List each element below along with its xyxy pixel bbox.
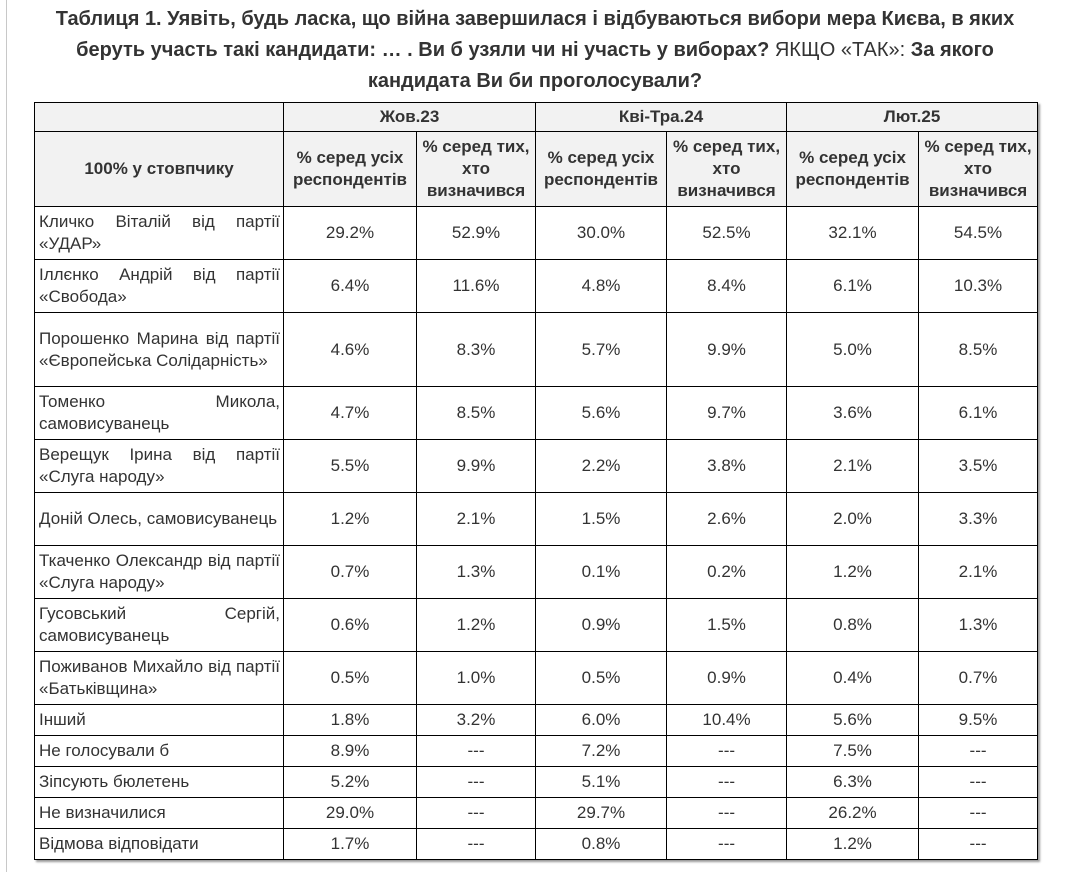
table-row [35, 546, 1038, 599]
candidate-name-cell: Відмова відповідати [35, 829, 284, 860]
value-cell: 5.6% [536, 387, 667, 440]
table-row [35, 313, 1038, 387]
table-row [35, 767, 1038, 798]
value-cell: 2.1% [787, 440, 919, 493]
candidate-name-cell: Доній Олесь, самовисуванець [35, 493, 284, 546]
page-left-border [6, 0, 7, 872]
table-row [35, 440, 1038, 493]
value-cell: 0.8% [787, 599, 919, 652]
value-cell: 2.1% [919, 546, 1038, 599]
value-cell: 4.8% [536, 260, 667, 313]
caption-question: Таблиця 1. Уявіть, будь ласка, що війна завершилася і відбуваються вибори мера Києва, в яких беруть участь такі кандидати: … . Ви б узяли чи ні участь у виборах? [55, 8, 1015, 61]
value-cell: 11.6% [417, 260, 536, 313]
value-cell: 1.5% [667, 599, 787, 652]
caption-condition: ЯКЩО «ТАК»: [774, 39, 906, 61]
value-cell: 26.2% [787, 798, 919, 829]
value-cell: --- [667, 767, 787, 798]
corner-cell [35, 103, 284, 132]
subcolumn-header: % серед усіх респондентів [536, 132, 667, 207]
value-cell: 0.7% [284, 546, 417, 599]
value-cell: 1.2% [417, 599, 536, 652]
candidate-name-cell: Томенко Микола, самовисуванець [35, 387, 284, 440]
period-header-row [35, 103, 1038, 132]
value-cell: 1.8% [284, 705, 417, 736]
value-cell: 2.2% [536, 440, 667, 493]
candidate-name-cell: Поживанов Михайло від партії «Батьківщина» [35, 652, 284, 705]
value-cell: 0.5% [284, 652, 417, 705]
table-caption [34, 4, 1036, 97]
value-cell: --- [667, 798, 787, 829]
subcolumn-header: % серед тих, хто визначився [417, 132, 536, 207]
candidate-name-cell: Ткаченко Олександр від партії «Слуга народу» [35, 546, 284, 599]
value-cell: 1.2% [787, 546, 919, 599]
table-row [35, 652, 1038, 705]
value-cell: 3.2% [417, 705, 536, 736]
value-cell: 5.1% [536, 767, 667, 798]
candidate-name-cell: Не визначилися [35, 798, 284, 829]
value-cell: 3.8% [667, 440, 787, 493]
subcolumn-header: % серед тих, хто визначився [667, 132, 787, 207]
table-row [35, 798, 1038, 829]
table-row [35, 260, 1038, 313]
subcolumn-header-row [35, 132, 1038, 207]
value-cell: 5.5% [284, 440, 417, 493]
value-cell: 6.0% [536, 705, 667, 736]
value-cell: 1.5% [536, 493, 667, 546]
value-cell: 9.9% [417, 440, 536, 493]
value-cell: 0.6% [284, 599, 417, 652]
value-cell: 5.6% [787, 705, 919, 736]
value-cell: 10.4% [667, 705, 787, 736]
value-cell: 3.6% [787, 387, 919, 440]
value-cell: 9.7% [667, 387, 787, 440]
value-cell: 7.5% [787, 736, 919, 767]
value-cell: 1.2% [787, 829, 919, 860]
table-row [35, 736, 1038, 767]
value-cell: 8.3% [417, 313, 536, 387]
value-cell: 3.3% [919, 493, 1038, 546]
value-cell: 4.6% [284, 313, 417, 387]
candidate-name-cell: Інший [35, 705, 284, 736]
table-row [35, 207, 1038, 260]
value-cell: 5.2% [284, 767, 417, 798]
value-cell: --- [417, 829, 536, 860]
value-cell: 1.7% [284, 829, 417, 860]
value-cell: --- [417, 798, 536, 829]
candidate-name-cell: Іллєнко Андрій від партії «Свобода» [35, 260, 284, 313]
value-cell: 1.2% [284, 493, 417, 546]
value-cell: --- [919, 829, 1038, 860]
value-cell: 0.5% [536, 652, 667, 705]
value-cell: --- [667, 736, 787, 767]
value-cell: 0.2% [667, 546, 787, 599]
value-cell: 30.0% [536, 207, 667, 260]
candidate-name-cell: Не голосували б [35, 736, 284, 767]
results-table [34, 102, 1038, 860]
table-row [35, 829, 1038, 860]
candidate-name-cell: Порошенко Марина від партії «Європейська Солідарність» [35, 313, 284, 387]
subcolumn-header: % серед усіх респондентів [284, 132, 417, 207]
value-cell: 29.2% [284, 207, 417, 260]
table-row [35, 599, 1038, 652]
candidate-name-cell: Зіпсують бюлетень [35, 767, 284, 798]
row-header: 100% у стовпчику [35, 132, 284, 207]
value-cell: 54.5% [919, 207, 1038, 260]
table-row [35, 387, 1038, 440]
candidate-name-cell: Гусовський Сергій, самовисуванець [35, 599, 284, 652]
value-cell: --- [667, 829, 787, 860]
value-cell: --- [919, 767, 1038, 798]
value-cell: 4.7% [284, 387, 417, 440]
value-cell: 8.5% [417, 387, 536, 440]
value-cell: 3.5% [919, 440, 1038, 493]
subcolumn-header: % серед тих, хто визначився [919, 132, 1038, 207]
value-cell: --- [919, 736, 1038, 767]
value-cell: 9.5% [919, 705, 1038, 736]
period-header: Кві-Тра.24 [536, 103, 787, 132]
value-cell: 0.8% [536, 829, 667, 860]
value-cell: 2.1% [417, 493, 536, 546]
value-cell: 2.0% [787, 493, 919, 546]
table-row [35, 493, 1038, 546]
value-cell: 0.7% [919, 652, 1038, 705]
value-cell: 1.3% [919, 599, 1038, 652]
candidate-name-cell: Верещук Ірина від партії «Слуга народу» [35, 440, 284, 493]
value-cell: 8.9% [284, 736, 417, 767]
value-cell: 2.6% [667, 493, 787, 546]
results-body [35, 207, 1038, 860]
value-cell: 8.5% [919, 313, 1038, 387]
value-cell: 6.1% [787, 260, 919, 313]
value-cell: 1.0% [417, 652, 536, 705]
value-cell: 1.3% [417, 546, 536, 599]
value-cell: 0.9% [536, 599, 667, 652]
period-header: Жов.23 [284, 103, 536, 132]
period-header: Лют.25 [787, 103, 1038, 132]
candidate-name-cell: Кличко Віталій від партії «УДАР» [35, 207, 284, 260]
caption-followup: За якого кандидата Ви би проголосували? [367, 39, 994, 92]
value-cell: --- [919, 798, 1038, 829]
value-cell: 0.9% [667, 652, 787, 705]
value-cell: 6.4% [284, 260, 417, 313]
subcolumn-header: % серед усіх респондентів [787, 132, 919, 207]
value-cell: --- [417, 736, 536, 767]
value-cell: 8.4% [667, 260, 787, 313]
value-cell: 6.3% [787, 767, 919, 798]
table-row [35, 705, 1038, 736]
value-cell: 29.7% [536, 798, 667, 829]
value-cell: 6.1% [919, 387, 1038, 440]
value-cell: 29.0% [284, 798, 417, 829]
value-cell: 7.2% [536, 736, 667, 767]
value-cell: 9.9% [667, 313, 787, 387]
value-cell: 5.0% [787, 313, 919, 387]
value-cell: 32.1% [787, 207, 919, 260]
value-cell: 52.5% [667, 207, 787, 260]
value-cell: 10.3% [919, 260, 1038, 313]
value-cell: 0.4% [787, 652, 919, 705]
value-cell: 5.7% [536, 313, 667, 387]
value-cell: --- [417, 767, 536, 798]
value-cell: 0.1% [536, 546, 667, 599]
value-cell: 52.9% [417, 207, 536, 260]
